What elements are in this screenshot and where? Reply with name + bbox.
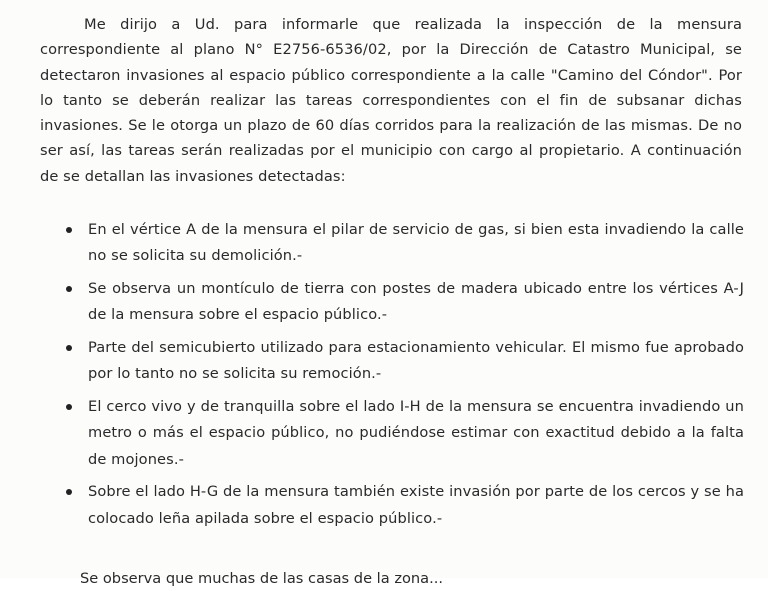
bullet-icon [66,345,72,351]
list-item [60,335,744,388]
list-item-text: Parte del semicubierto utilizado para estacionamiento vehicular. El mismo fue aprobado por lo tanto no se solicita su remoción.- [88,338,744,383]
list-item-text: El cerco vivo y de tranquilla sobre el lado I-H de la mensura se encuentra invadiendo un metro o más el espacio público, no pudiéndose estimar con exactitud debido a la falta de mojones.- [88,397,744,468]
intro-paragraph: Me dirijo a Ud. para informarle que realizada la inspección de la mensura correspondiente al plano N° E2756-6536/02, por la Dirección de Catastro Municipal, se detectaron invasiones al espacio público correspondiente a la calle "Camino del Cóndor". Por lo tanto se deberán realizar las tareas correspondientes con el fin de subsanar dichas invasiones. Se le otorga un plazo de 60 días corridos para la realización de las mismas. De no ser así, las tareas serán realizadas por el municipio con cargo al propietario. A continuación de se detallan las invasiones detectadas: [40,16,742,185]
list-item [60,276,744,329]
invasions-list [60,217,744,538]
bullet-icon [66,489,72,495]
partial-cut-line: Se observa que muchas de las casas de la zona... [80,570,444,587]
bullet-icon [66,404,72,410]
list-item-text: Sobre el lado H-G de la mensura también existe invasión por parte de los cercos y se ha colocado leña apilada sobre el espacio público.- [88,483,744,527]
bullet-icon [66,286,72,292]
list-item [60,394,744,473]
bullet-icon [66,227,72,233]
list-item-text: En el vértice A de la mensura el pilar de servicio de gas, si bien esta invadiendo la calle no se solicita su demolición.- [88,221,744,265]
list-item [60,479,744,532]
list-item-text: Se observa un montículo de tierra con postes de madera ubicado entre los vértices A-J de la mensura sobre el espacio público.- [88,279,744,324]
list-item [60,217,744,270]
